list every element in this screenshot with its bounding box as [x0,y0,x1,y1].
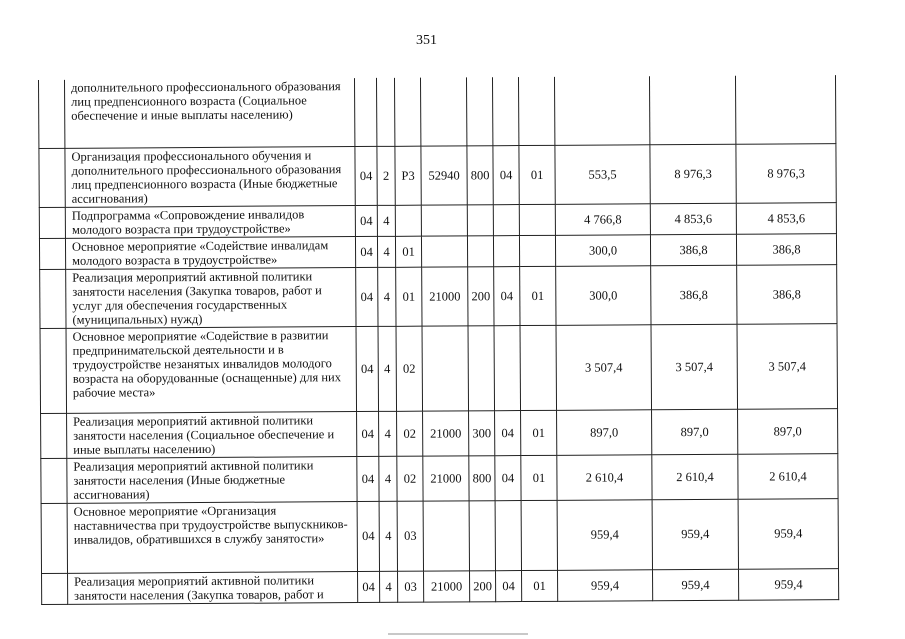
code-cell: 02 [397,456,423,501]
code-cell [492,77,518,145]
index-cell [39,238,65,269]
amount-cell: 386,8 [736,233,836,265]
amount-cell: 959,4 [738,498,838,569]
index-cell [42,573,68,604]
item-name: Основное мероприятие «Содействие инвалидам молодого возраста в трудоустройстве» [65,236,355,269]
code-cell: 04 [496,570,522,601]
item-name: Реализация мероприятий активной политики занятости населения (Закупка товаров, работ и услуг для обеспечения государственных (муниципальных) нужд) [66,267,356,328]
code-cell: 01 [521,410,557,455]
table-row [41,453,838,503]
code-cell: 02 [396,326,423,411]
code-cell: 04 [355,146,377,205]
code-cell: 800 [469,455,495,500]
item-name: Организация профессионального обучения и дополнительного профессионального образования лиц предпенсионного возраста (Иные бюджетные ассигнования) [65,146,355,207]
table-row [40,264,837,328]
code-cell: 04 [494,266,520,325]
amount-cell: 386,8 [737,264,837,324]
code-cell: 200 [468,266,494,325]
code-cell: 03 [398,571,424,602]
code-cell [376,78,394,146]
page-number: 351 [416,33,437,48]
code-cell: 04 [495,455,521,500]
amount-cell: 386,8 [650,234,736,266]
table-row [39,143,836,207]
index-cell [40,269,66,328]
code-cell [520,325,557,410]
code-cell: 03 [397,501,423,571]
code-cell [354,78,376,146]
code-cell: 2 [377,146,395,205]
code-cell: 21000 [423,410,469,455]
index-cell [39,207,65,238]
amount-cell: 3 507,4 [651,324,738,410]
code-cell [395,205,421,236]
amount-cell: 959,4 [653,569,739,601]
amount-cell: 3 507,4 [556,324,652,410]
code-cell: 4 [379,501,397,571]
table-row [42,568,839,604]
index-cell [41,503,67,573]
amount-cell [649,76,735,145]
table-row [41,498,838,573]
budget-table [38,75,839,604]
amount-cell: 8 976,3 [736,143,836,203]
code-cell [495,500,521,570]
code-cell: 21000 [424,570,470,601]
amount-cell: 959,4 [558,569,653,601]
amount-cell: 897,0 [557,409,652,455]
code-cell: 04 [356,326,379,411]
amount-cell: 959,4 [557,499,652,570]
index-cell [41,413,67,458]
item-name: Реализация мероприятий активной политики занятости населения (Закупка товаров, работ и [68,571,358,604]
amount-cell: 4 766,8 [555,203,650,235]
code-cell: 4 [379,411,397,456]
index-cell [38,80,64,148]
amount-cell: 553,5 [555,144,650,204]
code-cell [394,78,420,146]
code-cell [519,204,555,235]
code-cell: 52940 [421,145,467,204]
code-cell: 4 [377,236,395,267]
amount-cell: 2 610,4 [738,453,838,499]
code-cell: 04 [495,410,521,455]
item-name: Подпрограмма «Сопровождение инвалидов молодого возраста при трудоустройстве» [65,205,355,238]
amount-cell: 300,0 [555,234,650,266]
amount-cell [554,76,649,145]
code-cell [493,235,519,266]
code-cell: 04 [493,145,519,204]
code-cell: 800 [467,145,493,204]
table-row [40,323,838,413]
code-cell: 01 [396,267,422,326]
code-cell: 01 [395,236,421,267]
code-cell [467,204,493,235]
amount-cell: 4 853,6 [650,203,736,235]
code-cell [423,500,469,570]
item-name: Основное мероприятие «Содействие в развитии предпринимательской деятельности и в трудоустройстве незанятых инвалидов молодого возраста на оборудованные (оснащенные) для них рабочие места» [66,326,357,413]
table-row [39,233,836,269]
amount-cell: 4 853,6 [736,202,836,234]
code-cell: 04 [355,236,377,267]
code-cell: 4 [379,456,397,501]
code-cell [421,235,467,266]
code-cell: P3 [395,146,421,205]
code-cell [494,325,521,410]
code-cell: 04 [357,411,379,456]
amount-cell: 959,4 [652,499,738,570]
code-cell [420,77,466,145]
code-cell: 01 [519,145,555,204]
code-cell: 04 [357,456,379,501]
amount-cell: 2 610,4 [652,454,738,500]
index-cell [39,148,65,207]
code-cell [421,204,467,235]
amount-cell: 2 610,4 [557,454,652,500]
code-cell: 01 [522,570,558,601]
code-cell: 300 [469,410,495,455]
code-cell: 21000 [422,266,468,325]
amount-cell: 300,0 [556,265,651,325]
amount-cell: 897,0 [652,409,738,455]
code-cell [469,500,495,570]
table-row [38,75,835,148]
item-name: Реализация мероприятий активной политики занятости населения (Социальное обеспечение и иные выплаты населению) [67,411,357,458]
amount-cell [735,75,835,144]
code-cell: 4 [380,571,398,602]
code-cell: 04 [356,267,378,326]
item-name: Основное мероприятие «Организация наставничества при трудоустройстве выпускников-инвалидов, обратившихся в службу занятости» [67,501,357,573]
code-cell: 21000 [423,455,469,500]
table-row [41,408,838,458]
code-cell [468,325,495,410]
item-name: Реализация мероприятий активной политики занятости населения (Иные бюджетные ассигнования) [67,456,357,503]
code-cell [493,204,519,235]
code-cell: 04 [357,501,379,571]
table-row [39,202,836,238]
code-cell: 04 [358,571,380,602]
amount-cell: 8 976,3 [650,144,736,204]
amount-cell: 897,0 [738,408,838,454]
code-cell [422,325,469,410]
code-cell [466,77,492,145]
item-name: дополнительного профессионального образования лиц предпенсионного возраста (Социальное обеспечение и иные выплаты населению) [64,78,354,148]
index-cell [40,328,67,413]
code-cell: 02 [397,411,423,456]
code-cell [467,235,493,266]
code-cell: 4 [378,267,396,326]
code-cell [518,77,554,145]
code-cell: 200 [470,570,496,601]
code-cell: 4 [377,205,395,236]
code-cell [519,235,555,266]
code-cell: 01 [521,455,557,500]
scan-artifact [388,633,528,635]
code-cell [521,500,557,570]
amount-cell: 959,4 [738,568,838,600]
amount-cell: 386,8 [651,265,737,325]
code-cell: 04 [355,205,377,236]
code-cell: 4 [378,326,397,411]
amount-cell: 3 507,4 [737,323,838,409]
code-cell: 01 [520,266,556,325]
index-cell [41,458,67,503]
